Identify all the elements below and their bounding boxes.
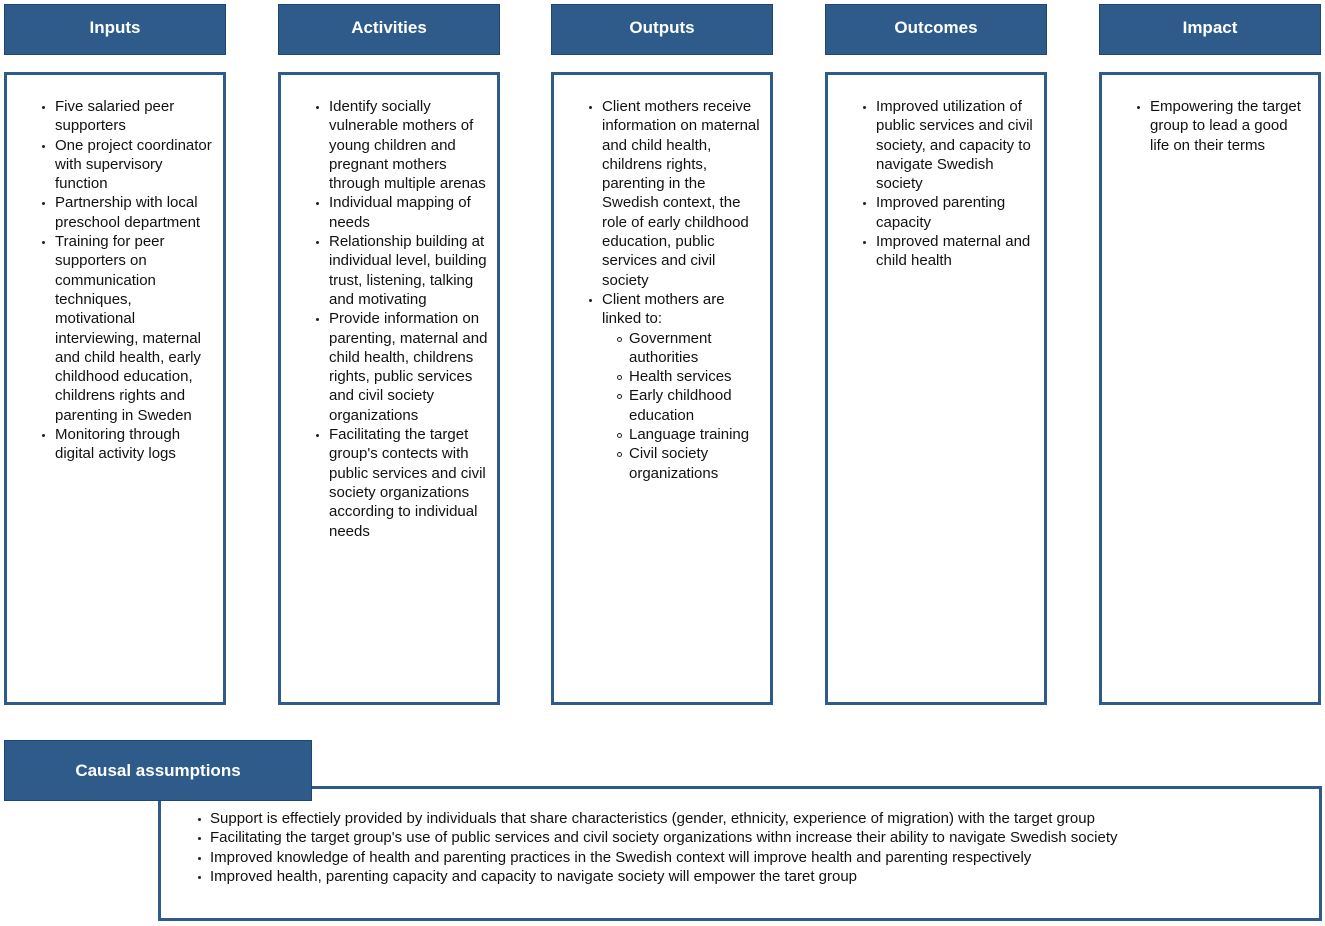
list-item: Relationship building at individual level, building trust, listening, talking and motivating [329,232,489,309]
linked-services-list [602,329,762,483]
sub-list-item: Government authorities [629,329,762,368]
list-item: Identify socially vulnerable mothers of young children and pregnant mothers through multiple arenas [329,97,489,193]
list-item: Improved knowledge of health and parenting practices in the Swedish context will improve health and parenting respectively [210,848,1311,867]
list-item: Partnership with local preschool department [55,193,215,232]
list-item: Improved health, parenting capacity and capacity to navigate society will empower the taret group [210,867,1311,886]
outputs-box [551,72,773,705]
list-item: Improved parenting capacity [876,193,1036,232]
impact-header [1099,4,1321,55]
inputs-title: Inputs [89,17,141,37]
list-item: Training for peer supporters on communication techniques, motivational interviewing, maternal and child health, early childhood education, childrens rights and parenting in Sweden [55,232,215,425]
list-item: Provide information on parenting, maternal and child health, childrens rights, public services and civil society organizations [329,310,488,424]
list-item: Support is effectiely provided by individuals that share characteristics (gender, ethnicity, experience of migration) with the target group [210,809,1311,828]
list-item: Improved utilization of public services and civil society, and capacity to navigate Swedish society [876,97,1036,193]
causal-assumptions-box [158,786,1322,921]
outcomes-list [876,97,1036,271]
outcomes-title: Outcomes [894,17,978,37]
outputs-header [551,4,773,55]
impact-box [1099,72,1321,705]
list-item: Improved maternal and child health [876,232,1036,271]
inputs-list [55,97,215,464]
impact-title: Impact [1182,17,1238,37]
activities-list [329,97,489,541]
sub-list-item: Civil society organizations [629,444,762,483]
list-item: Monitoring through digital activity logs [55,425,215,464]
causal-assumptions-list [210,809,1311,886]
list-item-text: Client mothers receive information on maternal and child health, childrens rights, parenting in the Swedish context, the role of early childhood education, public services and civil society [602,98,760,289]
inputs-header [4,4,226,55]
impact-list [1150,97,1310,155]
activities-title: Activities [351,17,427,37]
outcomes-box [825,72,1047,705]
outputs-title: Outputs [629,17,695,37]
list-item [602,97,762,290]
causal-assumptions-title: Causal assumptions [75,760,241,780]
outcomes-header [825,4,1047,55]
causal-assumptions-header [4,740,312,801]
sub-list-item: Early childhood education [629,386,762,425]
list-item: Facilitating the target group's contects with public services and civil society organizations according to individual needs [329,425,489,541]
sub-list-item: Language training [629,425,762,444]
activities-header [278,4,500,55]
list-item: Empowering the target group to lead a good life on their terms [1150,97,1310,155]
inputs-box [4,72,226,705]
list-item [602,290,762,483]
activities-box [278,72,500,705]
list-item: One project coordinator with supervisory function [55,136,215,194]
list-item-text: Client mothers are linked to: [602,290,725,328]
outputs-list [602,97,762,483]
sub-list-item: Health services [629,367,762,386]
list-item: Facilitating the target group's use of public services and civil society organizations withn increase their ability to navigate Swedish society [210,828,1311,847]
list-item: Individual mapping of needs [329,193,489,232]
list-item: Five salaried peer supporters [55,97,215,136]
